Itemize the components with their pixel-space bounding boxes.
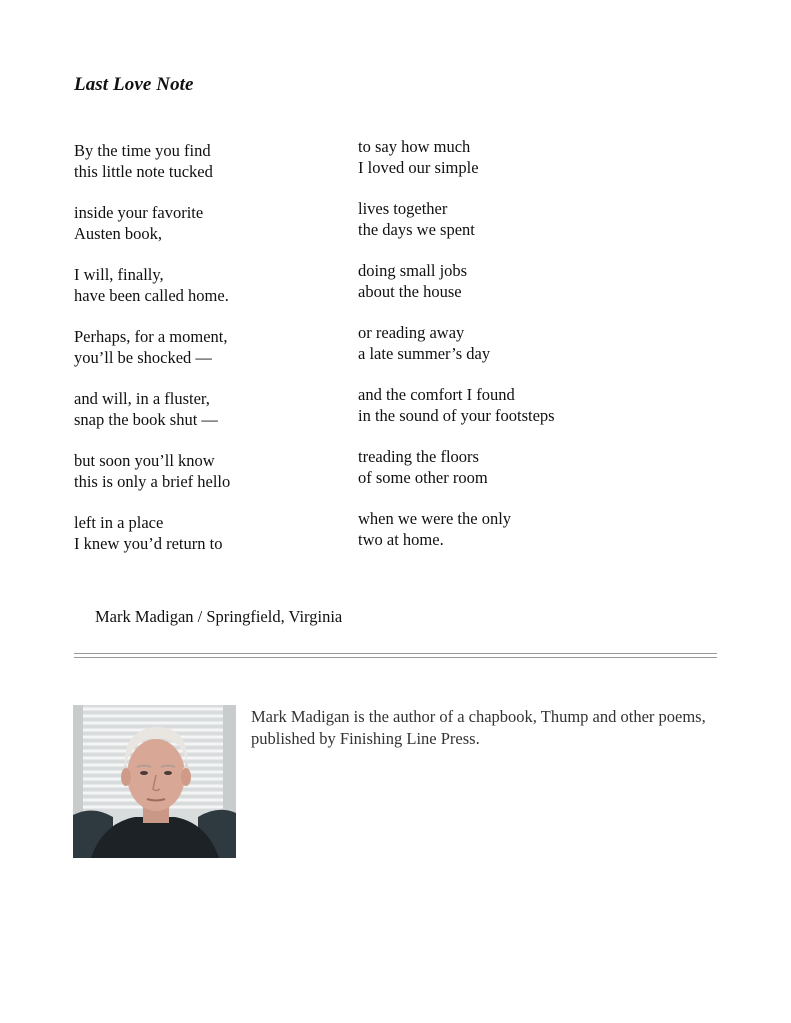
poem-line: to say how much [358,137,471,156]
author-photo [73,705,236,858]
poem-stanza-left-7 [74,513,374,554]
poem-line: but soon you’ll know [74,451,215,470]
poem-stanza-left-6 [74,451,374,492]
poem-line: have been called home. [74,285,229,305]
poem-title: Last Love Note [74,74,194,95]
poem-line: I will, finally, [74,265,164,284]
poem-stanza-right-2 [358,199,658,240]
poem-line: about the house [358,281,462,301]
poem-stanza-right-4 [358,323,658,364]
poem-line: inside your favorite [74,203,204,222]
poem-line: and will, in a fluster, [74,389,210,408]
poem-stanza-left-2 [74,203,374,244]
poem-line: By the time you find [74,141,211,160]
poem-line: Austen book, [74,223,162,243]
poem-line: when we were the only [358,509,512,528]
poem-stanza-left-4 [74,327,374,368]
poem-line: treading the floors [358,447,479,466]
poem-line: of some other room [358,467,488,487]
poem-stanza-right-6 [358,447,658,488]
poem-line: the days we spent [358,219,475,239]
poem-line: two at home. [358,529,444,549]
poem-line: lives together [358,199,448,218]
poem-line: you’ll be shocked — [74,347,212,367]
poem-stanza-right-1 [358,137,658,178]
poem-line: snap the book shut — [74,409,218,429]
poem-line: I loved our simple [358,157,479,177]
poem-line: this little note tucked [74,161,213,181]
poem-stanza-left-3 [74,265,374,306]
poem-stanza-right-7 [358,509,658,550]
poem-stanza-right-5 [358,385,658,426]
poem-stanza-left-1 [74,141,374,182]
poem-line: Perhaps, for a moment, [74,327,228,346]
poem-line: doing small jobs [358,261,468,280]
poem-line: a late summer’s day [358,343,491,363]
author-bio: Mark Madigan is the author of a chapbook, Thump and other poems, published by Finishing Line Press. [251,707,706,748]
section-divider [74,653,717,658]
poem-stanza-left-5 [74,389,374,430]
poem-line: this is only a brief hello [74,471,231,491]
poem-line: left in a place [74,513,164,532]
poem-line: or reading away [358,323,465,342]
poem-line: I knew you’d return to [74,533,223,553]
poem-line: in the sound of your footsteps [358,405,555,425]
poem-right-column [358,137,658,571]
poem-stanza-right-3 [358,261,658,302]
poem-left-column [74,141,374,575]
poem-byline: Mark Madigan / Springfield, Virginia [95,607,343,626]
poem-line: and the comfort I found [358,385,515,404]
